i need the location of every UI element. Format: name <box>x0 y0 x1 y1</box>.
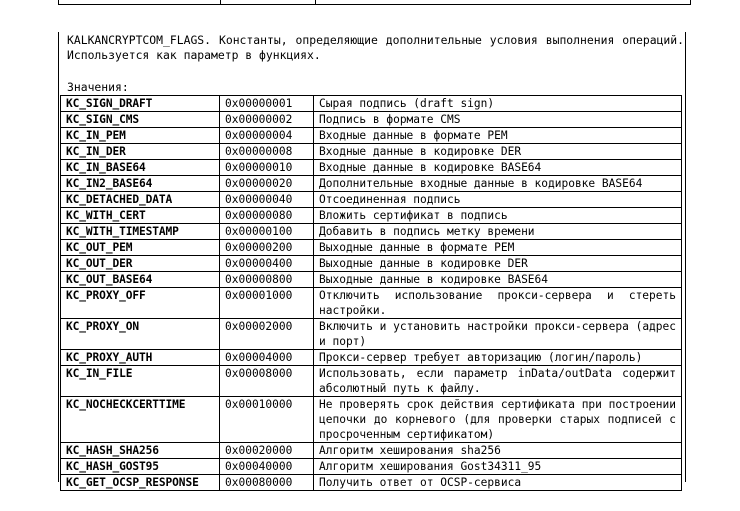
table-row <box>61 240 682 256</box>
flag-name: KC_PROXY_OFF <box>61 288 220 319</box>
flag-description: Входные данные в формате PEM <box>314 128 682 144</box>
flag-description: Выходные данные в кодировке DER <box>314 256 682 272</box>
table-row <box>61 144 682 160</box>
intro-text: Константы, определяющие дополнительные условия выполнения операций. Используется как параметр в функциях. <box>67 33 684 62</box>
flag-value: 0x00000008 <box>220 144 314 160</box>
flag-value: 0x00008000 <box>220 366 314 397</box>
table-row <box>61 319 682 350</box>
intro-paragraph <box>67 33 684 63</box>
flag-name: KC_IN_BASE64 <box>61 160 220 176</box>
flag-name: KC_WITH_TIMESTAMP <box>61 224 220 240</box>
flag-description: Алгоритм хеширования Gost34311_95 <box>314 459 682 475</box>
flag-name: KC_IN_PEM <box>61 128 220 144</box>
flag-value: 0x00000200 <box>220 240 314 256</box>
flag-description: Вложить сертификат в подпись <box>314 208 682 224</box>
flag-name: KC_OUT_DER <box>61 256 220 272</box>
flag-value: 0x00004000 <box>220 350 314 366</box>
flag-description: Выходные данные в формате PEM <box>314 240 682 256</box>
flag-name: KC_OUT_BASE64 <box>61 272 220 288</box>
flag-name: KC_HASH_GOST95 <box>61 459 220 475</box>
table-row <box>61 192 682 208</box>
flag-description: Алгоритм хеширования sha256 <box>314 443 682 459</box>
flag-value: 0x00001000 <box>220 288 314 319</box>
flag-value: 0x00000400 <box>220 256 314 272</box>
table-row <box>61 96 682 112</box>
flag-value: 0x00000800 <box>220 272 314 288</box>
table-row <box>61 128 682 144</box>
table-row <box>61 112 682 128</box>
table-row <box>61 459 682 475</box>
flag-name: KC_GET_OCSP_RESPONSE <box>61 475 220 491</box>
flag-value: 0x00000002 <box>220 112 314 128</box>
flag-description: Отключить использование прокси-сервера и стереть настройки. <box>314 288 682 319</box>
flag-name: KC_HASH_SHA256 <box>61 443 220 459</box>
intro-title: KALKANCRYPTCOM_FLAGS. <box>67 33 212 47</box>
table-divider <box>315 0 316 4</box>
flag-value: 0x00000100 <box>220 224 314 240</box>
flag-value: 0x00000010 <box>220 160 314 176</box>
table-row <box>61 443 682 459</box>
flag-value: 0x00000080 <box>220 208 314 224</box>
flag-value: 0x00020000 <box>220 443 314 459</box>
flag-name: KC_SIGN_CMS <box>61 112 220 128</box>
flag-description: Сырая подпись (draft sign) <box>314 96 682 112</box>
flag-description: Входные данные в кодировке DER <box>314 144 682 160</box>
flag-value: 0x00002000 <box>220 319 314 350</box>
flag-description: Включить и установить настройки прокси-сервера (адрес и порт) <box>314 319 682 350</box>
flag-name: KC_WITH_CERT <box>61 208 220 224</box>
table-row <box>61 288 682 319</box>
table-row <box>61 208 682 224</box>
flag-name: KC_PROXY_AUTH <box>61 350 220 366</box>
flag-value: 0x00000004 <box>220 128 314 144</box>
table-row <box>61 256 682 272</box>
flag-description: Подпись в формате CMS <box>314 112 682 128</box>
flag-description: Не проверять срок действия сертификата при построении цепочки до корневого (для проверки старых подписей с просроченным сертификатом) <box>314 397 682 443</box>
flag-description: Получить ответ от OCSP-сервиса <box>314 475 682 491</box>
previous-table-bottom <box>58 0 691 5</box>
flag-description: Дополнительные входные данные в кодировке BASE64 <box>314 176 682 192</box>
flag-name: KC_DETACHED_DATA <box>61 192 220 208</box>
flag-name: KC_IN_DER <box>61 144 220 160</box>
values-label: Значения: <box>67 80 129 94</box>
flag-value: 0x00000040 <box>220 192 314 208</box>
flags-table-body <box>61 96 682 491</box>
flag-name: KC_PROXY_ON <box>61 319 220 350</box>
flag-value: 0x00040000 <box>220 459 314 475</box>
flag-name: KC_SIGN_DRAFT <box>61 96 220 112</box>
flag-name: KC_OUT_PEM <box>61 240 220 256</box>
flag-description: Выходные данные в кодировке BASE64 <box>314 272 682 288</box>
flag-description: Использовать, если параметр inData/outData содержит абсолютный путь к файлу. <box>314 366 682 397</box>
flag-value: 0x00080000 <box>220 475 314 491</box>
table-row <box>61 397 682 443</box>
flag-description: Добавить в подпись метку времени <box>314 224 682 240</box>
table-row <box>61 160 682 176</box>
table-divider <box>220 0 221 4</box>
flag-description: Отсоединенная подпись <box>314 192 682 208</box>
flag-value: 0x00000001 <box>220 96 314 112</box>
table-row <box>61 475 682 491</box>
flag-value: 0x00010000 <box>220 397 314 443</box>
table-row <box>61 176 682 192</box>
flag-description: Входные данные в кодировке BASE64 <box>314 160 682 176</box>
flag-name: KC_IN2_BASE64 <box>61 176 220 192</box>
table-row <box>61 272 682 288</box>
flag-name: KC_NOCHECKCERTTIME <box>61 397 220 443</box>
table-row <box>61 350 682 366</box>
flag-description: Прокси-сервер требует авторизацию (логин/пароль) <box>314 350 682 366</box>
flag-name: KC_IN_FILE <box>61 366 220 397</box>
flag-value: 0x00000020 <box>220 176 314 192</box>
table-row <box>61 224 682 240</box>
flags-table <box>60 95 682 491</box>
table-row <box>61 366 682 397</box>
